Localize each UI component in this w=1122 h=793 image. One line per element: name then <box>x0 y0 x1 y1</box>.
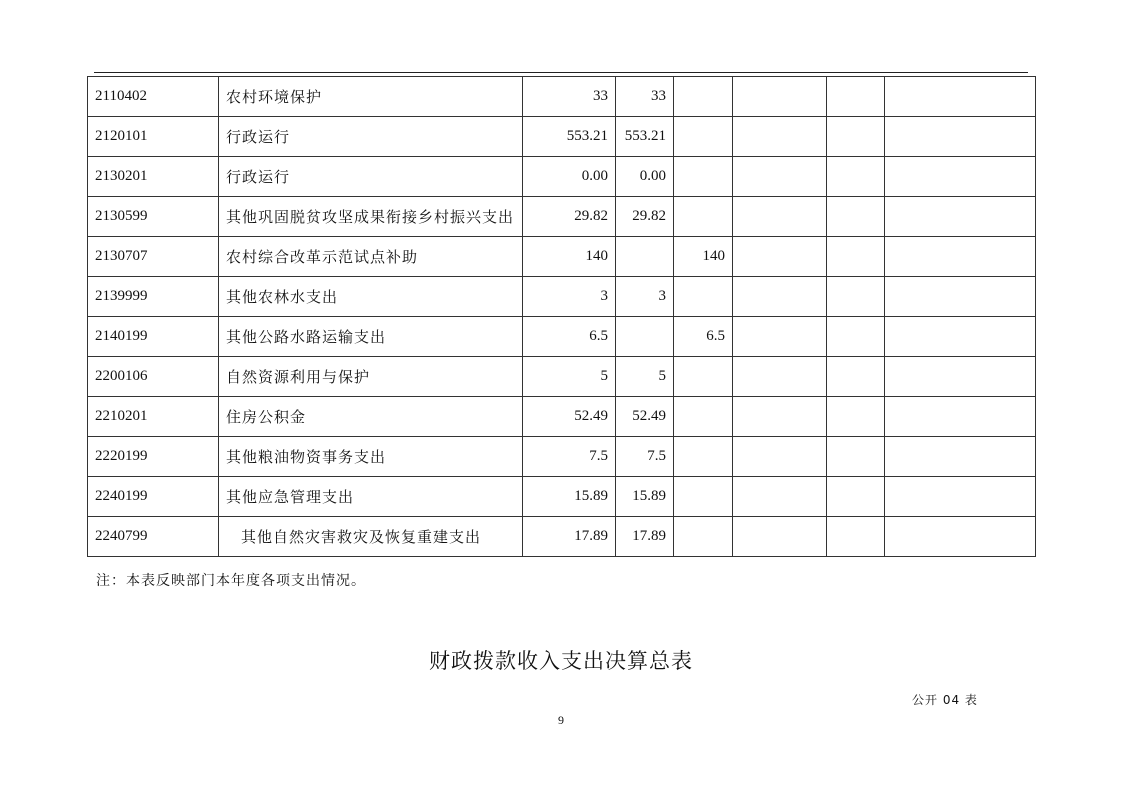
blank-cell <box>885 197 1036 237</box>
basic-expenditure-cell: 29.82 <box>616 197 674 237</box>
total-cell: 33 <box>523 77 616 117</box>
basic-expenditure-cell: 15.89 <box>616 477 674 517</box>
total-cell: 7.5 <box>523 437 616 477</box>
blank-cell <box>733 517 827 557</box>
blank-cell <box>733 157 827 197</box>
blank-cell <box>733 477 827 517</box>
account-name-cell: 其他公路水路运输支出 <box>219 317 523 357</box>
total-cell: 553.21 <box>523 117 616 157</box>
project-expenditure-cell <box>674 277 733 317</box>
top-rule <box>94 72 1028 73</box>
total-cell: 3 <box>523 277 616 317</box>
blank-cell <box>827 477 885 517</box>
blank-cell <box>827 397 885 437</box>
blank-cell <box>885 357 1036 397</box>
account-code-cell: 2110402 <box>88 77 219 117</box>
account-name-cell: 其他应急管理支出 <box>219 477 523 517</box>
project-expenditure-cell <box>674 197 733 237</box>
blank-cell <box>733 277 827 317</box>
account-name-cell: 其他农林水支出 <box>219 277 523 317</box>
project-expenditure-cell <box>674 397 733 437</box>
blank-cell <box>733 357 827 397</box>
blank-cell <box>733 117 827 157</box>
total-cell: 5 <box>523 357 616 397</box>
project-expenditure-cell <box>674 77 733 117</box>
table-row <box>88 357 1036 397</box>
account-code-cell: 2210201 <box>88 397 219 437</box>
blank-cell <box>827 277 885 317</box>
blank-cell <box>827 357 885 397</box>
basic-expenditure-cell: 0.00 <box>616 157 674 197</box>
account-name-cell: 住房公积金 <box>219 397 523 437</box>
basic-expenditure-cell <box>616 237 674 277</box>
blank-cell <box>733 397 827 437</box>
account-code-cell: 2200106 <box>88 357 219 397</box>
basic-expenditure-cell <box>616 317 674 357</box>
table-row <box>88 397 1036 437</box>
account-code-cell: 2240799 <box>88 517 219 557</box>
basic-expenditure-cell: 17.89 <box>616 517 674 557</box>
basic-expenditure-cell: 553.21 <box>616 117 674 157</box>
form-number: 公开 04 表 <box>912 693 978 707</box>
account-code-cell: 2130201 <box>88 157 219 197</box>
table-row <box>88 477 1036 517</box>
blank-cell <box>827 437 885 477</box>
next-table-title: 财政拨款收入支出决算总表 <box>429 649 693 673</box>
account-name-cell: 行政运行 <box>219 117 523 157</box>
total-cell: 6.5 <box>523 317 616 357</box>
account-code-cell: 2220199 <box>88 437 219 477</box>
blank-cell <box>885 477 1036 517</box>
total-cell: 17.89 <box>523 517 616 557</box>
blank-cell <box>885 237 1036 277</box>
table-row <box>88 437 1036 477</box>
account-code-cell: 2240199 <box>88 477 219 517</box>
basic-expenditure-cell: 33 <box>616 77 674 117</box>
table-body <box>88 77 1036 557</box>
page-number: 9 <box>558 713 564 727</box>
project-expenditure-cell: 6.5 <box>674 317 733 357</box>
project-expenditure-cell <box>674 157 733 197</box>
basic-expenditure-cell: 5 <box>616 357 674 397</box>
expenditure-table <box>87 76 1036 557</box>
table-row <box>88 157 1036 197</box>
table-note: 注：本表反映部门本年度各项支出情况。 <box>96 573 366 589</box>
account-name-cell: 其他巩固脱贫攻坚成果衔接乡村振兴支出 <box>219 197 523 237</box>
blank-cell <box>827 237 885 277</box>
project-expenditure-cell <box>674 117 733 157</box>
total-cell: 29.82 <box>523 197 616 237</box>
table-row <box>88 277 1036 317</box>
table-row <box>88 517 1036 557</box>
project-expenditure-cell <box>674 477 733 517</box>
total-cell: 15.89 <box>523 477 616 517</box>
total-cell: 0.00 <box>523 157 616 197</box>
account-name-cell: 农村综合改革示范试点补助 <box>219 237 523 277</box>
table-row <box>88 317 1036 357</box>
blank-cell <box>827 517 885 557</box>
blank-cell <box>827 197 885 237</box>
blank-cell <box>733 197 827 237</box>
account-code-cell: 2140199 <box>88 317 219 357</box>
blank-cell <box>827 117 885 157</box>
basic-expenditure-cell: 7.5 <box>616 437 674 477</box>
blank-cell <box>733 237 827 277</box>
blank-cell <box>885 157 1036 197</box>
account-code-cell: 2120101 <box>88 117 219 157</box>
table-row <box>88 237 1036 277</box>
blank-cell <box>885 397 1036 437</box>
project-expenditure-cell: 140 <box>674 237 733 277</box>
project-expenditure-cell <box>674 437 733 477</box>
account-name-cell: 其他自然灾害救灾及恢复重建支出 <box>219 517 523 557</box>
blank-cell <box>733 317 827 357</box>
blank-cell <box>733 77 827 117</box>
account-code-cell: 2139999 <box>88 277 219 317</box>
account-name-cell: 行政运行 <box>219 157 523 197</box>
account-name-cell: 自然资源利用与保护 <box>219 357 523 397</box>
total-cell: 140 <box>523 237 616 277</box>
table-row <box>88 197 1036 237</box>
blank-cell <box>885 277 1036 317</box>
blank-cell <box>885 437 1036 477</box>
table-row <box>88 77 1036 117</box>
project-expenditure-cell <box>674 517 733 557</box>
blank-cell <box>885 117 1036 157</box>
blank-cell <box>885 317 1036 357</box>
blank-cell <box>885 77 1036 117</box>
project-expenditure-cell <box>674 357 733 397</box>
basic-expenditure-cell: 3 <box>616 277 674 317</box>
blank-cell <box>827 157 885 197</box>
basic-expenditure-cell: 52.49 <box>616 397 674 437</box>
blank-cell <box>885 517 1036 557</box>
total-cell: 52.49 <box>523 397 616 437</box>
account-name-cell: 农村环境保护 <box>219 77 523 117</box>
blank-cell <box>733 437 827 477</box>
blank-cell <box>827 317 885 357</box>
blank-cell <box>827 77 885 117</box>
account-name-cell: 其他粮油物资事务支出 <box>219 437 523 477</box>
table-row <box>88 117 1036 157</box>
account-code-cell: 2130599 <box>88 197 219 237</box>
account-code-cell: 2130707 <box>88 237 219 277</box>
